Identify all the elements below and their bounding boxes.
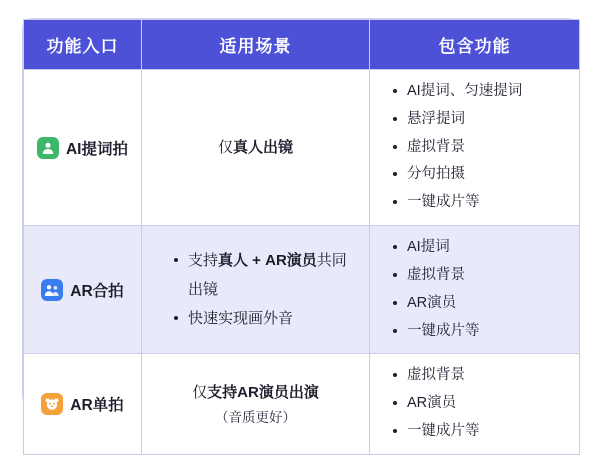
list-item: 虚拟背景 — [392, 262, 569, 290]
scene-bold: 真人出镜 — [233, 139, 294, 157]
scene-prefix: 仅 — [217, 139, 233, 157]
list-item: 一键成片等 — [392, 318, 569, 346]
scene-bold: 支持AR演员出演 — [207, 383, 319, 401]
list-item: 分句拍摄 — [392, 161, 569, 189]
feature-list — [392, 78, 569, 217]
list-item: AR演员 — [392, 390, 569, 418]
panda-orange-icon — [41, 393, 63, 415]
table-head — [24, 20, 580, 70]
scene-cell-ai-prompter — [142, 70, 370, 226]
entry-cell-ar-copilot — [24, 226, 142, 354]
features-cell-ai-prompter — [370, 70, 580, 226]
scene-plain-1: 快速实现画外音 — [188, 310, 294, 328]
entry-label: AR合拍 — [70, 282, 124, 300]
column-header-entry: 功能入口 — [24, 20, 142, 70]
entry-cell-ai-prompter — [24, 70, 142, 226]
comparison-table — [23, 19, 580, 455]
list-item — [174, 304, 355, 333]
features-cell-ar-solo — [370, 354, 580, 454]
feature-comparison-table — [22, 18, 578, 440]
list-item: 虚拟背景 — [392, 362, 569, 390]
scene-cell-ar-solo — [142, 354, 370, 454]
table-row — [24, 226, 580, 354]
table-row — [24, 354, 580, 454]
scene-plain-2: 共同出镜 — [188, 251, 347, 299]
entry-label: AR单拍 — [70, 397, 124, 415]
scene-subtext: （音质更好） — [215, 409, 296, 425]
list-item: 一键成片等 — [392, 418, 569, 446]
table-row — [24, 70, 580, 226]
list-item: AR演员 — [392, 290, 569, 318]
entry-label: AI提词拍 — [65, 140, 128, 158]
feature-list — [392, 362, 569, 445]
scene-plain-1: 支持 — [188, 251, 219, 269]
column-header-scene: 适用场景 — [142, 20, 370, 70]
feature-list — [392, 234, 569, 345]
column-header-features: 包含功能 — [370, 20, 580, 70]
scene-cell-ar-copilot — [142, 226, 370, 354]
scene-bold: 真人 + AR演员 — [218, 251, 317, 269]
list-item: 虚拟背景 — [392, 134, 569, 162]
table-body — [24, 70, 580, 455]
list-item: 一键成片等 — [392, 189, 569, 217]
list-item: AI提词 — [392, 234, 569, 262]
list-item — [174, 246, 355, 305]
person-green-icon — [37, 137, 59, 159]
features-cell-ar-copilot — [370, 226, 580, 354]
entry-cell-ar-solo — [24, 354, 142, 454]
list-item: AI提词、匀速提词 — [392, 78, 569, 106]
list-item: 悬浮提词 — [392, 106, 569, 134]
scene-list — [156, 246, 355, 334]
scene-prefix: 仅 — [192, 383, 208, 401]
table-header-row — [24, 20, 580, 70]
two-people-blue-icon — [41, 279, 63, 301]
